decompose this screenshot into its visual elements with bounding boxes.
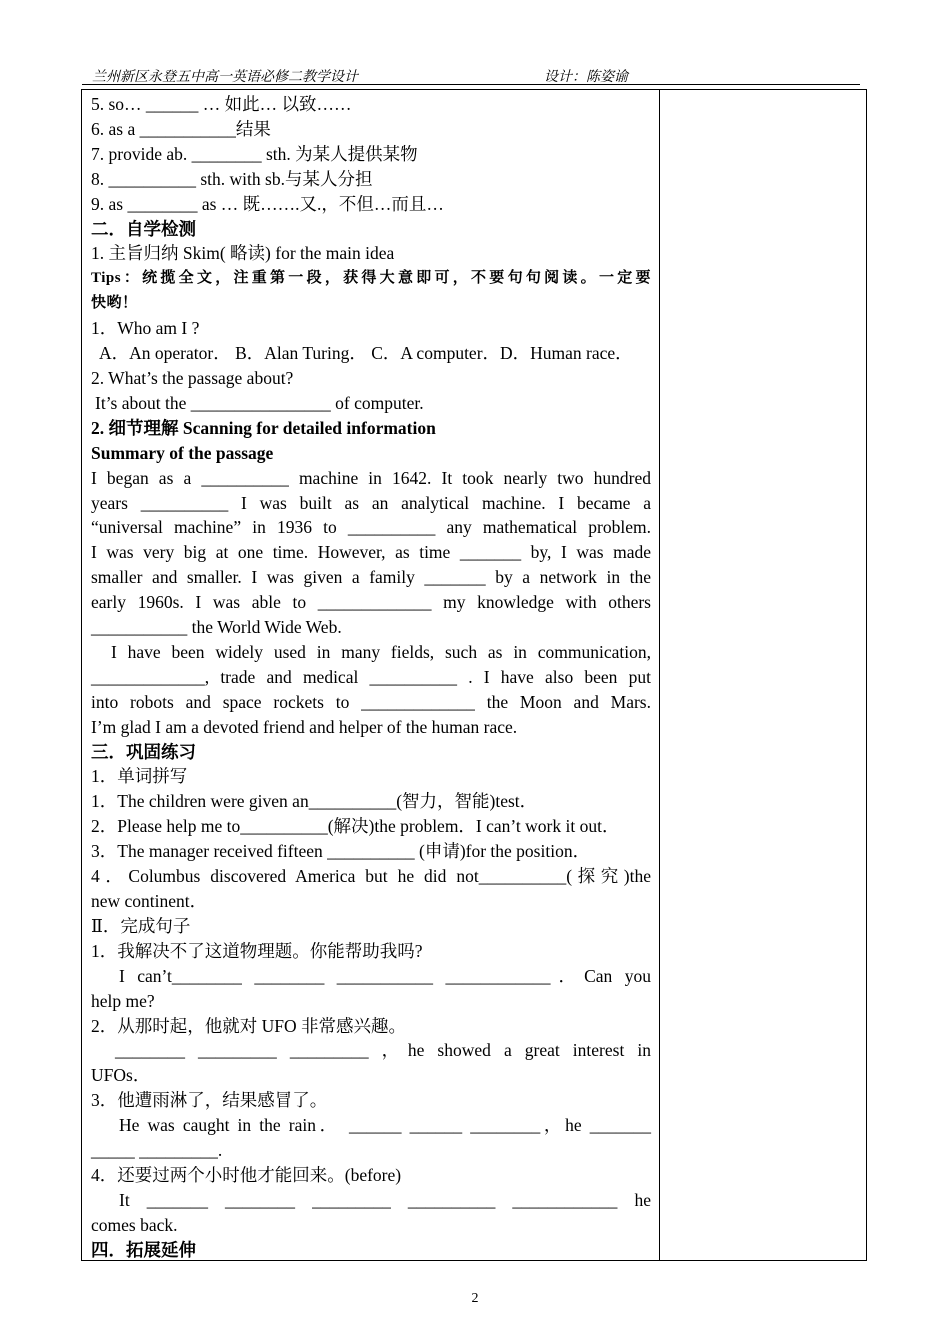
summary-line: I was very big at one time. However, as time _______ by, I was made <box>91 542 651 563</box>
question-1: 1．Who am I ? <box>91 318 200 339</box>
sentence-answer: I can’t________ ________ ___________ ____________．Can you <box>119 965 651 986</box>
sentence-answer: _____ _________. <box>91 1140 223 1161</box>
spelling-item: 4．Columbus discovered America but he did not__________(探究)the <box>91 866 651 887</box>
sentence-prompt: 4．还要过两个小时他才能回来。(before) <box>91 1164 402 1185</box>
summary-line: I have been widely used in many fields, such as in communication, <box>111 641 651 662</box>
summary-line: into robots and space rockets to _____________ the Moon and Mars. <box>91 691 651 712</box>
phrase-5: 5. so… ______ … 如此… 以致…… <box>91 94 352 114</box>
skim-task: 1. 主旨归纳 Skim( 略读) for the main idea <box>91 243 395 264</box>
question-2-answer: It’s about the ________________ of computer. <box>95 392 424 413</box>
question-2: 2. What’s the passage about? <box>91 367 294 388</box>
sentence-answer: UFOs． <box>91 1065 151 1086</box>
sentence-answer: ________ _________ _________ ，he showed a great interest in <box>115 1040 651 1061</box>
summary-line: early 1960s. I was able to _____________ my knowledge with others <box>91 592 651 613</box>
summary-line: ___________ the World Wide Web. <box>91 617 342 638</box>
summary-line: _____________, trade and medical __________ . I have also been put <box>91 666 651 687</box>
sentence-answer: He was caught in the rain． ______ ______ ________，he _______ <box>119 1115 651 1136</box>
summary-line: years __________ I was built as an analytical machine. I became a <box>91 492 651 513</box>
spelling-item: 2．Please help me to__________(解决)the problem．I can’t work it out． <box>91 816 620 837</box>
sentence-answer: comes back. <box>91 1214 178 1235</box>
sentence-answer: help me? <box>91 990 155 1011</box>
tips-line-1: Tips：统揽全文，注重第一段，获得大意即可，不要句句阅读。一定要 <box>91 270 651 287</box>
section-heading-3: 三．巩固练习 <box>91 741 196 762</box>
question-1-options: A．An operator． B．Alan Turing． C．A computer．D．Human race． <box>99 343 633 364</box>
phrase-8: 8. __________ sth. with sb.与某人分担 <box>91 168 373 189</box>
summary-line: I’m glad I am a devoted friend and helper of the human race. <box>91 716 518 737</box>
summary-line: “universal machine” in 1936 to __________ any mathematical problem. <box>91 517 651 538</box>
sentence-prompt: 3．他遭雨淋了，结果感冒了。 <box>91 1090 328 1111</box>
header-title: 兰州新区永登五中高一英语必修二教学设计 <box>92 70 358 85</box>
header-designer: 设计：陈姿谕 <box>544 70 628 85</box>
phrase-6: 6. as a ___________结果 <box>91 118 271 139</box>
sentence-heading: Ⅱ．完成句子 <box>91 915 191 936</box>
spelling-item: new continent． <box>91 891 208 911</box>
summary-line: smaller and smaller. I was given a family _______ by a network in the <box>91 567 651 588</box>
sentence-prompt: 2．从那时起，他就对 UFO 非常感兴趣。 <box>91 1015 407 1036</box>
page-number: 2 <box>471 1291 479 1306</box>
spelling-item: 1．The children were given an__________(智力，智能)test． <box>91 791 538 812</box>
column-divider <box>659 90 660 1260</box>
tips-line-2: 快哟！ <box>91 295 138 312</box>
page-header <box>82 66 860 85</box>
scanning-task: 2. 细节理解 Scanning for detailed information <box>91 417 436 438</box>
spelling-heading: 1．单词拼写 <box>91 766 188 787</box>
section-heading-4: 四．拓展延伸 <box>91 1239 196 1260</box>
spelling-item: 3．The manager received fifteen __________ (申请)for the position． <box>91 841 591 862</box>
lesson-table <box>81 89 867 1261</box>
section-heading-2: 二．自学检测 <box>91 218 196 239</box>
summary-line: I began as a __________ machine in 1642. It took nearly two hundred <box>91 467 651 488</box>
sentence-prompt: 1．我解决不了这道物理题。你能帮助我吗? <box>91 940 423 961</box>
phrase-9: 9. as ________ as … 既…….又.，不但…而且… <box>91 193 444 214</box>
phrase-7: 7. provide ab. ________ sth. 为某人提供某物 <box>91 143 418 164</box>
summary-heading: Summary of the passage <box>91 442 274 463</box>
lesson-content <box>91 92 651 1263</box>
sentence-answer: It _______ ________ _________ __________ ____________ he <box>119 1189 651 1210</box>
